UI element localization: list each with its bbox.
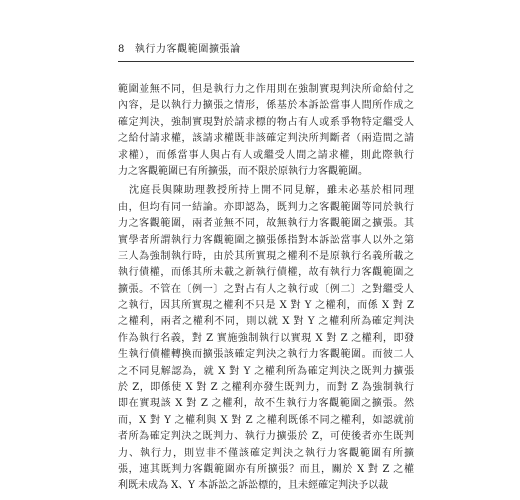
text-line: 而，X 對 Y 之權利與 X 對 Z 之權利既係不同之權利，如認就前 (118, 414, 414, 426)
body-text (118, 82, 414, 495)
text-line: 力之客觀範圍已有所擴張，而不限於原執行力客觀範圍。 (118, 165, 368, 177)
running-header (118, 42, 414, 57)
text-line: 張，連其既判力客觀範圍亦有所擴張？而且，關於 X 對 Z 之權 (118, 463, 414, 475)
page-number: 8 (118, 44, 125, 55)
text-line: 生執行債權轉換而擴張該確定判決之執行力客觀範圍。而彼二人 (118, 349, 414, 361)
text-line: 之權利，兩者之權利不同，則以就 X 對 Y 之權利所為確定判決 (118, 316, 414, 328)
text-line: 於 Z，即係使 X 對 Z 之權利亦發生既判力，而對 Z 為強制執行 (118, 382, 414, 394)
text-line: 之給付請求權，該請求權既非該確定判決所判斷者（兩造間之請 (118, 133, 414, 145)
text-line: 由，但均有同一結論。亦即認為，既判力之客觀範圍等同於執行 (118, 201, 414, 213)
text-line: 者所為確定判決之既判力、執行力擴張於 Z，可使後者亦生既判 (118, 431, 414, 443)
text-line: 三人為強制執行時，由於其所實現之權利不是原執行名義所載之 (118, 250, 414, 262)
text-line: 利既未成為 X、Y 本訴訟之訴訟標的，且未經確定判決予以裁 (118, 480, 389, 492)
text-line: 之執行，因其所實現之權利不只是 X 對 Y 之權利，而係 X 對 Z (118, 300, 414, 312)
text-line: 實學者所謂執行力客觀範圍之擴張係指對本訴訟當事人以外之第 (118, 234, 414, 246)
paragraph (118, 82, 414, 180)
text-line: 內容，是以執行力擴張之情形，係基於本訴訟當事人間所作成之 (118, 100, 414, 112)
paragraph (118, 183, 414, 494)
text-line: 擴張。不管在〔例一〕之對占有人之執行或〔例二〕之對繼受人 (118, 283, 414, 295)
text-line: 力、執行力，則豈非不僅該確定判決之執行力客觀範圍有所擴 (118, 447, 414, 459)
header-rule (118, 61, 414, 62)
text-line: 範圍並無不同，但是執行力之作用則在強制實現判決所命給付之 (118, 84, 414, 95)
text-line: 作為執行名義，對 Z 實施強制執行以實現 X 對 Z 之權利，即發 (118, 332, 414, 344)
text-line: 求權），而係當事人與占有人或繼受人間之請求權，則此際執行 (118, 149, 414, 161)
text-line: 力之客觀範圍，兩者並無不同，故無執行力客觀範圍之擴張。其 (118, 218, 414, 230)
text-line: 即在實現該 X 對 Z 之權利，故不生執行力客觀範圍之擴張。然 (118, 398, 414, 410)
text-line: 沈庭長與陳助理教授所持上開不同見解，雖未必基於相同理 (118, 185, 414, 197)
text-line: 確定判決，強制實現對於請求標的物占有人或系爭物特定繼受人 (118, 116, 414, 128)
text-line: 執行債權，而係其所未載之新執行債權，故有執行力客觀範圍之 (118, 267, 414, 279)
text-line: 之不同見解認為，就 X 對 Y 之權利所為確定判決之既判力擴張 (118, 365, 414, 377)
running-header-title: 執行力客觀範圍擴張論 (134, 44, 241, 55)
